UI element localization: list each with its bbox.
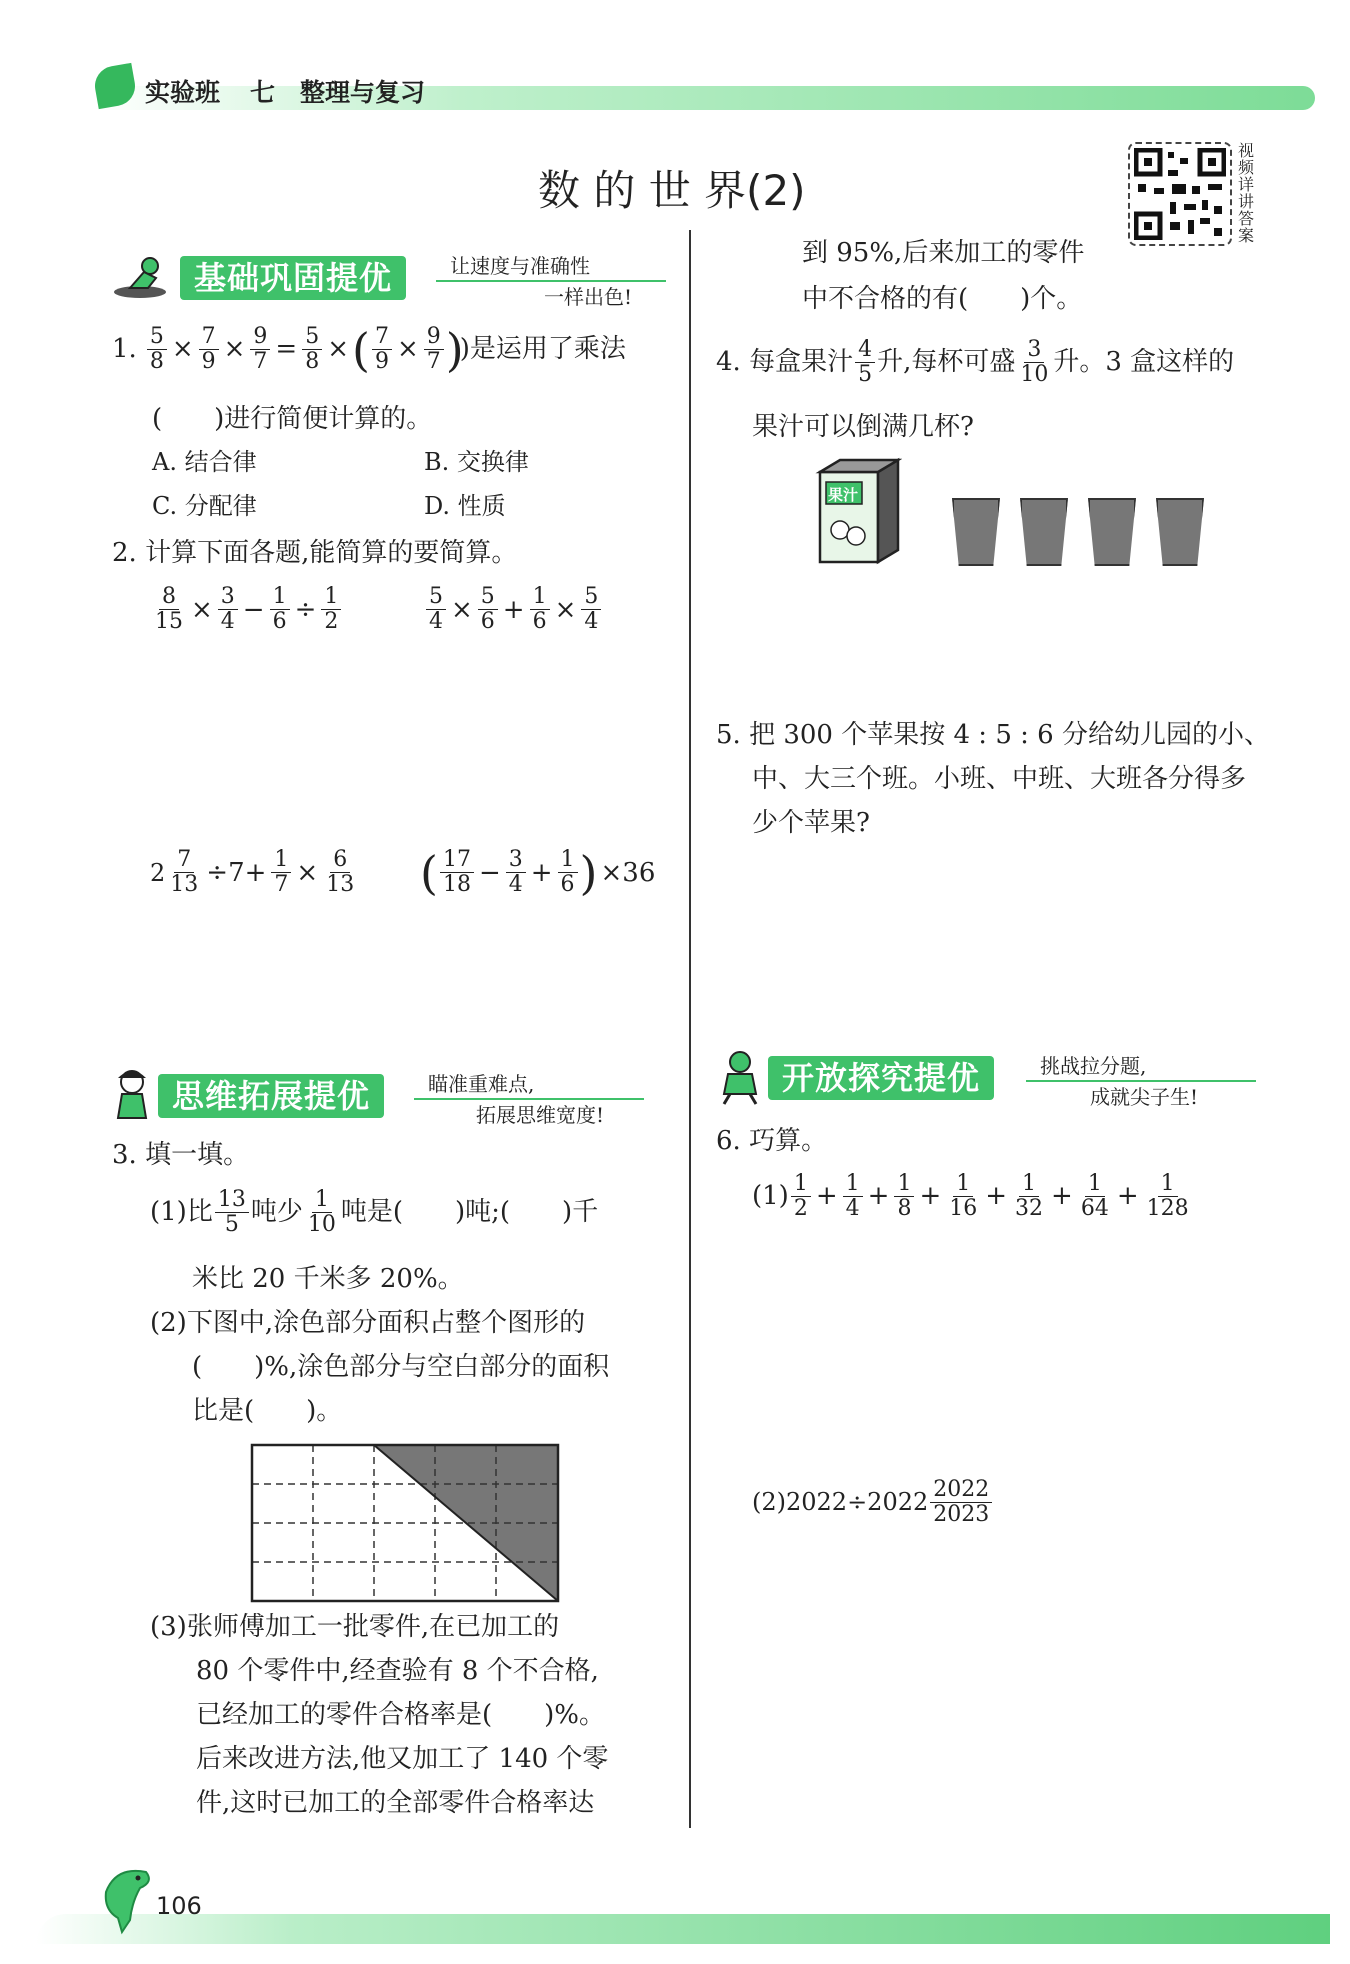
q3-p1c: 吨是( )吨;( )千 — [340, 1197, 599, 1228]
fraction: $\frac{1}{2}$ — [321, 585, 341, 634]
header-unit: 整理与复习 — [300, 78, 426, 107]
q3-p3-line4: 后来改进方法,他又加工了 140 个零 — [196, 1744, 609, 1774]
q1-option-b[interactable]: B. 交换律 — [424, 448, 529, 476]
q2-expr-1: $\frac{8}{15}$ × $\frac{3}{4}$ − $\frac{1}{6}$ ÷ $\frac{1}{2}$ — [150, 585, 343, 634]
q3-p2a: (2)下图中,涂色部分面积占整个图形的 — [150, 1308, 586, 1338]
q3-text: 3. 填一填。 — [112, 1140, 250, 1170]
fraction: $\frac{1}{32}$ — [1015, 1171, 1044, 1222]
q2-expr-2: $\frac{5}{4}$ × $\frac{5}{6}$ + $\frac{1}{6}$ × $\frac{5}{4}$ — [424, 585, 603, 634]
q3-p1d: 米比 20 千米多 20%。 — [192, 1264, 464, 1294]
q4-line1 — [716, 338, 1234, 387]
juice-box-label: 果汁 — [828, 486, 859, 504]
footer-band — [36, 1914, 1330, 1944]
q4-line2: 果汁可以倒满几杯? — [752, 412, 974, 442]
cup-icon — [1156, 498, 1204, 566]
column-divider — [689, 230, 691, 1828]
fraction: $\frac{5}{6}$ — [478, 585, 498, 634]
fraction: $\frac{1}{6}$ — [558, 848, 578, 897]
fraction: $\frac{7}{13}$ — [170, 847, 199, 898]
q2-expr-3: 2 $\frac{7}{13}$ ÷7+ $\frac{1}{7}$ × $\frac{6}{13}$ — [150, 848, 359, 897]
q3-p1a: (1)比 — [150, 1197, 213, 1228]
fraction: $\frac{3}{4}$ — [506, 848, 526, 897]
section-basic-banner: 基础巩固提优 — [180, 256, 406, 300]
q3-p3-line2: 80 个零件中,经查验有 8 个不合格, — [196, 1656, 599, 1686]
fraction: $\frac{1}{8}$ — [894, 1172, 914, 1221]
q1-number: 1. — [112, 334, 137, 365]
cup-icon — [1088, 498, 1136, 566]
section-thinking-banner: 思维拓展提优 — [158, 1074, 384, 1118]
mascot-girl-icon — [110, 1068, 156, 1124]
header-book: 实验班 — [145, 78, 221, 107]
q3-cont-line2: 中不合格的有( )个。 — [802, 284, 1083, 314]
cup-icon — [952, 498, 1000, 566]
q5-line2: 中、大三个班。小班、中班、大班各分得多 — [752, 764, 1247, 794]
fraction: 13 5 — [215, 1188, 249, 1237]
q2-expr-4: ( 17 18 − $\frac{3}{4}$ + $\frac{1}{6}$ ) ×36 — [420, 845, 656, 900]
section-thinking-slogan-2: 拓展思维宽度! — [476, 1103, 605, 1127]
fraction: $\frac{8}{15}$ — [155, 584, 183, 635]
q1-tail: )是运用了乘法 — [459, 334, 626, 365]
section-open-line — [1026, 1080, 1256, 1082]
fraction: $\frac{5}{8}$ — [147, 325, 167, 374]
page-number: 106 — [156, 1892, 202, 1920]
fraction: $\frac{7}{9}$ — [372, 325, 392, 374]
section-basic-line — [436, 280, 666, 282]
section-open-banner: 开放探究提优 — [768, 1056, 994, 1100]
q4-c: 升。3 盒这样的 — [1053, 347, 1235, 378]
section-open-slogan-2: 成就尖子生! — [1090, 1085, 1199, 1109]
fraction: 3 10 — [1020, 337, 1049, 388]
section-thinking-slogan-1: 瞄准重难点, — [428, 1072, 535, 1096]
cup-icon — [1020, 498, 1068, 566]
fraction: $\frac{3}{4}$ — [218, 585, 238, 634]
q1-option-a[interactable]: A. 结合律 — [152, 448, 257, 476]
fraction: $\frac{5}{4}$ — [426, 585, 446, 634]
fraction: $\frac{6}{13}$ — [326, 847, 355, 898]
fraction: $\frac{5}{8}$ — [302, 325, 322, 374]
q3-p2c: 比是( )。 — [192, 1396, 343, 1426]
page-title: 数 的 世 界(2) — [538, 166, 806, 215]
section-basic-slogan-1: 让速度与准确性 — [450, 254, 590, 278]
q3-p3-line5: 件,这时已加工的全部零件合格率达 — [196, 1788, 595, 1818]
q1-line2: ( )进行简便计算的。 — [152, 404, 433, 434]
q6-p2: (2)2022÷2022 — [752, 1488, 929, 1517]
section-thinking-line — [414, 1098, 644, 1100]
q6-part2 — [752, 1478, 994, 1527]
q6-text: 6. 巧算。 — [716, 1126, 828, 1156]
q4-b: 升,每杯可盛 — [877, 347, 1016, 378]
qr-code-icon[interactable] — [1128, 142, 1232, 246]
q5-line1: 5. 把 300 个苹果按 4 : 5 : 6 分给幼儿园的小、 — [716, 720, 1270, 750]
fraction: $\frac{1}{7}$ — [271, 848, 291, 897]
q2-text: 2. 计算下面各题,能简算的要简算。 — [112, 538, 518, 568]
q3-part1 — [150, 1188, 598, 1237]
header-band — [95, 86, 1315, 110]
fraction: 2022 2023 — [930, 1478, 992, 1527]
fraction: $\frac{9}{7}$ — [424, 325, 444, 374]
fraction: $\frac{1}{64}$ — [1080, 1171, 1109, 1222]
q1-expression: 1. $\frac{5}{8}$ × $\frac{7}{9}$ × $\frac{9}{7}$ = $\frac{5}{8}$ × ( $\frac{7}{9}$ × $\frac{9}{7}$ ) )是运用了乘法 — [112, 322, 626, 377]
q3-p3-line1: (3)张师傅加工一批零件,在已加工的 — [150, 1612, 560, 1642]
section-open-slogan-1: 挑战拉分题, — [1040, 1054, 1147, 1078]
mascot-runner-icon — [716, 1050, 764, 1106]
fraction: $\frac{1}{16}$ — [949, 1171, 978, 1222]
q1-option-c[interactable]: C. 分配律 — [152, 492, 257, 520]
q6-part1: (1) 1 2 + $\frac{1}{4}$ + $\frac{1}{8}$ + $\frac{1}{16}$ + $\frac{1}{32}$ + $\frac{1}{64}$ + $\frac{1}{128}$ — [752, 1172, 1194, 1221]
fraction: $\frac{1}{6}$ — [270, 585, 290, 634]
fraction: 1 10 — [307, 1187, 336, 1238]
header-chapter: 七 — [250, 78, 276, 107]
q3-p1b: 吨少 — [250, 1197, 303, 1228]
q3-p2b: ( )%,涂色部分与空白部分的面积 — [192, 1352, 610, 1382]
fraction: 4 5 — [855, 338, 875, 387]
q5-line3: 少个苹果? — [752, 808, 870, 838]
grid-figure — [250, 1443, 560, 1607]
fraction: $\frac{1}{4}$ — [843, 1172, 863, 1221]
fraction: $\frac{1}{6}$ — [530, 585, 550, 634]
fraction: $\frac{9}{7}$ — [250, 325, 270, 374]
q4-a: 4. 每盒果汁 — [716, 347, 854, 378]
fraction: 17 18 — [440, 848, 474, 897]
fraction: $\frac{5}{4}$ — [581, 585, 601, 634]
qr-caption: 视频详讲答案 — [1238, 141, 1255, 245]
fraction: $\frac{7}{9}$ — [199, 325, 219, 374]
dolphin-icon — [96, 1862, 156, 1938]
q3-p3-line3: 已经加工的零件合格率是( )%。 — [196, 1700, 605, 1730]
q1-option-d[interactable]: D. 性质 — [424, 492, 506, 520]
fraction: 1 2 — [791, 1172, 811, 1221]
q6-p1: (1) — [752, 1181, 789, 1212]
fraction: $\frac{1}{128}$ — [1146, 1171, 1189, 1222]
q3-cont-line1: 到 95%,后来加工的零件 — [802, 238, 1085, 268]
mascot-skater-icon — [110, 256, 170, 300]
section-basic-slogan-2: 一样出色! — [544, 285, 633, 309]
juice-box-icon — [812, 456, 902, 566]
